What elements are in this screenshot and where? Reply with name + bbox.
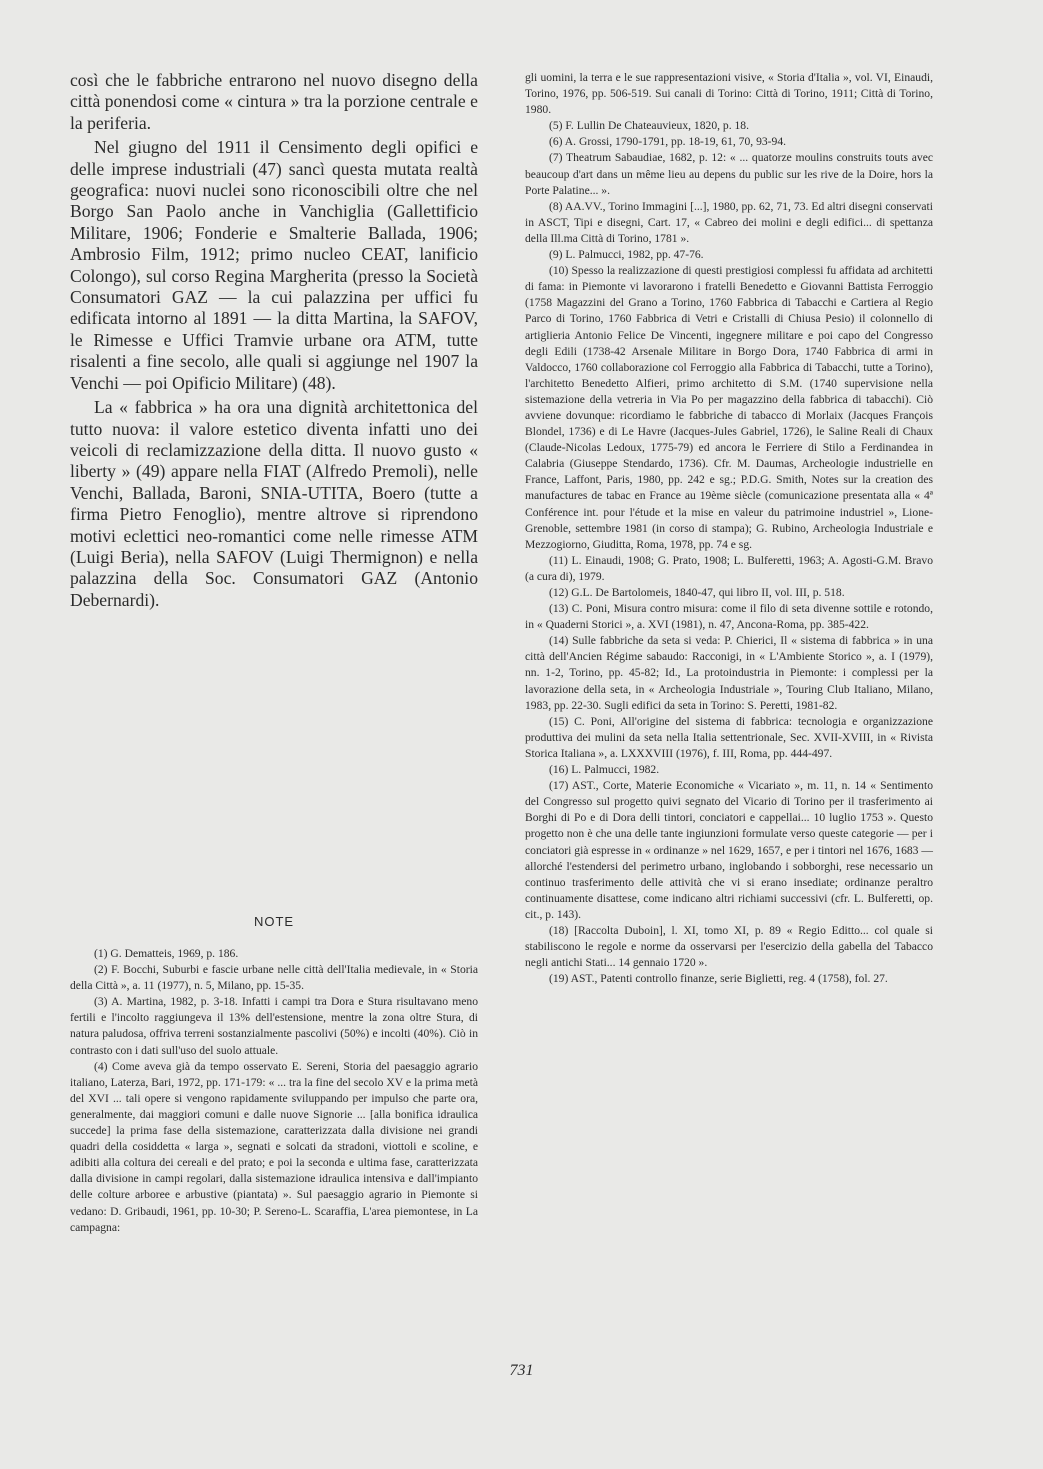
body-text-column — [70, 70, 478, 614]
notes-right-column — [525, 70, 933, 987]
footnote: (2) F. Bocchi, Suburbi e fascie urbane nelle città dell'Italia medievale, in « Storia della Città », a. 11 (1977), n. 5, Milano, pp. 15-35. — [70, 963, 478, 993]
footnote-continuation: gli uomini, la terra e le sue rappresentazioni visive, « Storia d'Italia », vol. VI, Einaudi, Torino, 1976, pp. 506-519. Sui canali di Torino: Città di Torino, 1911; Città di Torino, 1980. — [525, 71, 933, 117]
footnote: (5) F. Lullin De Chateauvieux, 1820, p. 18. — [549, 119, 749, 133]
footnote: (19) AST., Patenti controllo finanze, serie Biglietti, reg. 4 (1758), fol. 27. — [549, 972, 888, 986]
footnote: (12) G.L. De Bartolomeis, 1840-47, qui libro II, vol. III, p. 518. — [549, 586, 845, 599]
footnote: (4) Come aveva già da tempo osservato E. Sereni, Storia del paesaggio agrario italiano, Laterza, Bari, 1972, pp. 171-179: « ... tra la fine del secolo XV e la prima metà del XVI ... tali opere si vengono rapidamente sviluppando per impulso che parte ora, generalmente, dai maggiori comuni e dalle nuove Signorie ... [alla bonifica idraulica succede] la prima fase della sistemazione, caratterizzata dalla divisione nei grandi quadri della cosiddetta « larga », segnati e solcati da stradoni, viottoli e scoline, e adibiti alla coltura dei cereali e del prato; e poi la seconda e ultima fase, caratterizzata dalla divisione in campi regolari, dalla sistemazione idraulica intensiva e dall'impianto delle colture arboree e arbustive (piantata) ». Sul paesaggio agrario in Piemonte si vedano: D. Gribaudi, 1961, pp. 10-30; P. Sereno-L. Scaraffia, L'area piemontese, in La campagna: — [70, 1059, 478, 1234]
footnote: (15) C. Poni, All'origine del sistema di fabbrica: tecnologia e organizzazione produttiva dei mulini da seta nella Italia settentrionale, Sec. XVII-XVIII, in « Rivista Storica Italiana », a. LXXXVIII (1976), f. III, Roma, pp. 444-497. — [525, 714, 933, 760]
body-paragraph: Nel giugno del 1911 il Censimento degli opifici e delle imprese industriali (47) sancì questa mutata realtà geografica: nuovi nuclei sono riconoscibili oltre che nel Borgo San Paolo anche in Vanchiglia (Gallettificio Militare, 1906; Fonderie e Smalterie Ballada, 1906; Ambrosio Film, 1912; primo nucleo CEAT, lanificio Colongo), sul corso Regina Margherita (presso la Società Consumatori GAZ — la cui palazzina per uffici fu edificata intorno al 1891 — la ditta Martina, la SAFOV, le Rimesse e Uffici Tramvie urbane ora ATM, tutte risalenti a fine secolo, alle quali si aggiunge nel 1907 la Venchi — poi Opificio Militare) (48). — [70, 137, 478, 393]
notes-left-column — [70, 946, 478, 1236]
footnote: (10) Spesso la realizzazione di questi prestigiosi complessi fu affidata ad architetti di fama: in Piemonte vi lavorarono i fratelli Benedetto e Giovanni Battista Ferroggio (1758 Magazzini del Grano a Torino, 1760 Fabbrica di Tabacchi e Cartiera al Regio Parco di Torino, 1760 Fabbrica di Vetri e Cristalli di Chiusa Pesio) il colonnello di artiglieria Antonio Felice De Vincenti, ingegnere militare e poi capo del Congresso degli Edili (1738-42 Arsenale Militare in Borgo Dora, 1740 Fabbrica di armi in Valdocco, 1760 collaborazione col Ferroggio alla Fabbrica di Tabacchi, tutte a Torino), l'architetto Benedetto Alfieri, primo architetto di S.M. (1740 supervisione nella sistemazione della vetreria in Via Po per magazzino della fabbrica di tabacchi). Ciò avviene dovunque: ricordiamo le fabbriche di tabacco di Morlaix (Jacques François Blondel, 1736) e di Le Havre (Jacques-Jules Gabriel, 1726), le Saline Reali di Chaux (Claude-Nicolas Ledoux, 1775-79) ed ancora le Ferriere di Stilo a Ferdinandea in Calabria (Giuseppe Stendardo, 1736). Cfr. M. Daumas, Archeologie industrielle en France, Laffont, Paris, 1980, pp. 242 e sg.; P.D.G. Smith, Notes sur la creation des manufactures de tabac en France au 19ème siècle (comunicazione presentata alla « 4ª Conférence int. pour l'étude et la mise en valeur du patrimoine industriel », Lione-Grenoble, settembre 1981 (in corso di stampa); G. Rubino, Archeologia Industriale e Mezzogiorno, Giuditta, Roma, 1978, pp. 74 e sg. — [525, 264, 933, 551]
footnote: (7) Theatrum Sabaudiae, 1682, p. 12: « ... quatorze moulins construits touts avec beaucoup d'art dans un même lieu au depens du public sur les rive de la Doire, hors la Porte Palatine... ». — [525, 151, 933, 197]
footnote: (11) L. Einaudi, 1908; G. Prato, 1908; L. Bulferetti, 1963; A. Agosti-G.M. Bravo (a cura di), 1979. — [525, 553, 933, 583]
footnote: (16) L. Palmucci, 1982. — [549, 763, 660, 777]
footnote: (14) Sulle fabbriche da seta si veda: P. Chierici, Il « sistema di fabbrica » in una città dell'Ancien Régime sabaudo: Racconigi, in « L'Ambiente Storico », a. I (1979), nn. 1-2, Torino, pp. 45-82; Id., La protoindustria in Piemonte: i complessi per la lavorazione della seta, in « Archeologia Industriale », Touring Club Italiano, Milano, 1983, pp. 22-30. Sugli edifici da seta in Torino: S. Peretti, 1981-82. — [525, 634, 933, 712]
footnote: (13) C. Poni, Misura contro misura: come il filo di seta divenne sottile e rotondo, in « Quaderni Storici », a. XVI (1981), n. 47, Ancona-Roma, pp. 385-422. — [525, 602, 933, 632]
notes-heading: NOTE — [253, 914, 295, 929]
footnote: (8) AA.VV., Torino Immagini [...], 1980, pp. 62, 71, 73. Ed altri disegni conservati in ASCT, Tipi e disegni, Cart. 17, « Cabreo dei molini e degli edifici... di spettanza della Ill.ma Città di Torino, 1781 ». — [525, 199, 933, 245]
footnote: (1) G. Dematteis, 1969, p. 186. — [94, 947, 239, 960]
footnote: (3) A. Martina, 1982, p. 3-18. Infatti i campi tra Dora e Stura risultavano meno fertili e l'incolto raggiungeva il 13% dell'estensione, mentre la zona oltre Stura, di natura paludosa, offriva terreni sostanzialmente pascolivi (50%) e incolti (40%). Ciò in contrasto con i dati sull'uso del suolo attuale. — [70, 995, 478, 1057]
footnote: (9) L. Palmucci, 1982, pp. 47-76. — [549, 248, 704, 262]
body-paragraph: così che le fabbriche entrarono nel nuovo disegno della città ponendosi come « cintura » tra la porzione centrale e la periferia. — [70, 70, 478, 133]
footnote: (18) [Raccolta Duboin], l. XI, tomo XI, p. 89 « Regio Editto... col quale si stabiliscono le regole e norme da osservarsi per l'esercizio della gabella del Tabacco negli antichi Stati... 14 gennaio 1720 ». — [525, 923, 933, 970]
footnote: (6) A. Grossi, 1790-1791, pp. 18-19, 61, 70, 93-94. — [549, 135, 787, 149]
body-paragraph: La « fabbrica » ha ora una dignità architettonica del tutto nuova: il valore estetico diventa infatti uno dei veicoli di reclamizzazione della ditta. Il nuovo gusto « liberty » (49) appare nella FIAT (Alfredo Premoli), nelle Venchi, Ballada, Baroni, SNIA-UTITA, Boero (tutte a firma Pietro Fenoglio), mentre altrove si riprendono motivi eclettici neo-romantici come nelle rimesse ATM (Luigi Beria), nella SAFOV (Luigi Thermignon) e nella palazzina della Soc. Consumatori GAZ (Antonio Debernardi). — [70, 397, 478, 610]
page-number: 731 — [509, 1362, 534, 1379]
footnote: (17) AST., Corte, Materie Economiche « Vicariato », m. 11, n. 14 « Sentimento del Congresso sul progetto quivi segnato del Vicario di Torino per il trasferimento ai Borghi di Po e di Dora delli tintori, conciatori e cappellai... 10 luglio 1753 ». Questo progetto non è che una delle tante ingiunzioni formulate verso queste categorie — per i conciatori già espresse in « ordinanze » nel 1629, 1657, e per i tintori nel 1676, 1683 — allorché l'estendersi del perimetro urbano, inglobando i sobborghi, rese necessario un continuo trasferimento delle attività che vi si erano insediate; ordinanze peraltro continuamente disattese, come indicano altri richiami successivi (cfr. L. Bulferetti, op. cit., p. 143). — [525, 779, 933, 921]
